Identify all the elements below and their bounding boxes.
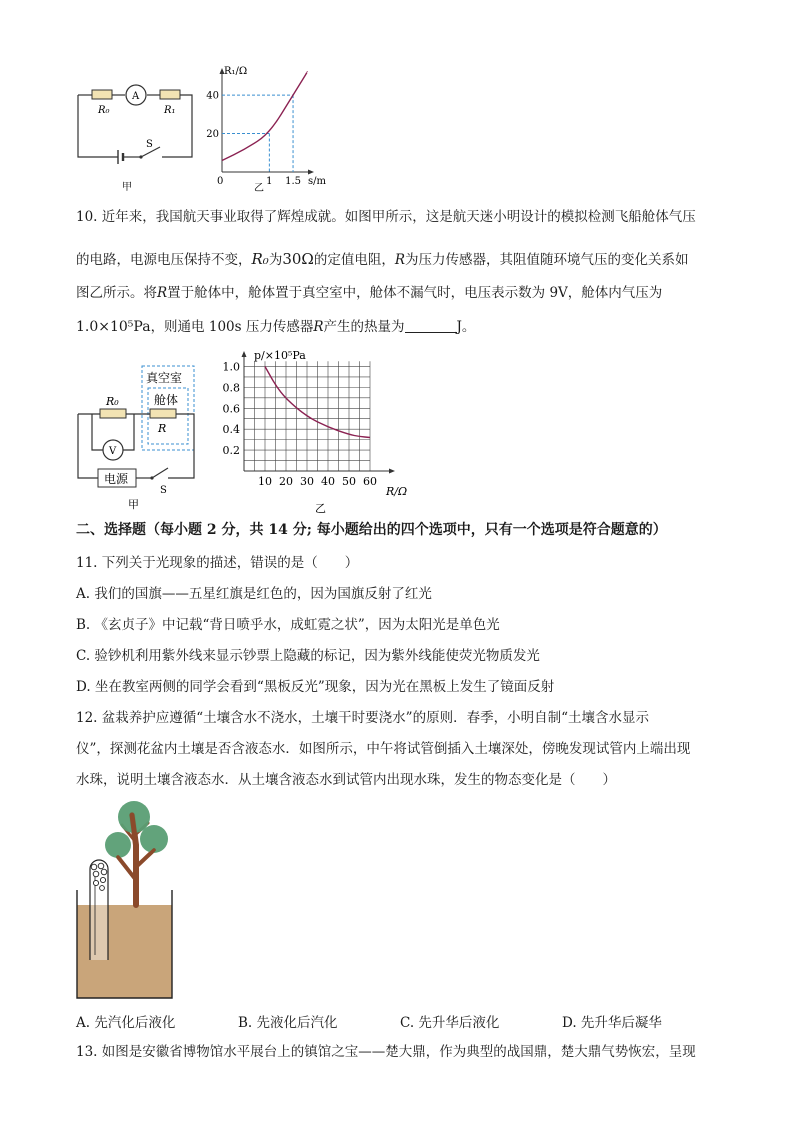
q10-pressure-value: 1.0×10⁵Pa [76,319,151,335]
resistor-r0 [100,409,126,418]
voltmeter-label: V [109,446,117,457]
caption-yi-2: 乙 [315,502,326,515]
graph1-xlabel: s/m [308,176,326,187]
q11-option-c[interactable]: C. 验钞机利用紫外线来显示钞票上隐藏的标记，因为紫外线能使荧光物质发光 [76,648,540,664]
ammeter-label: A [132,91,140,102]
label-power-source: 电源 [104,472,129,486]
figure-1-graph [208,60,338,195]
resistor-r0 [92,90,112,99]
q12-option-a[interactable]: A. 先汽化后液化 [76,1015,176,1031]
q12-line-3: 水珠，说明土壤含液态水．从土壤含液态水到试管内出现水珠，发生的物态变化是（ ） [76,772,616,788]
graph2-ytick: 1.0 [222,360,240,374]
graph1-ylabel: R₁/Ω [224,66,248,77]
graph1-ytick-20: 20 [206,129,219,141]
q10-r: R [157,285,168,301]
q10-text: J。 [456,319,476,335]
plant [105,801,168,905]
q11-option-b[interactable]: B. 《玄贞子》中记载“背日喷乎水，成虹霓之状”，因为太阳光是单色光 [76,617,500,633]
graph2-ytick: 0.8 [222,381,240,395]
figure-1-circuit [70,80,200,195]
caption-jia-2: 甲 [128,498,139,511]
graph2-xtick: 60 [363,475,377,488]
label-cabin: 舱体 [154,393,179,407]
graph2-ytick: 0.2 [222,444,240,458]
resistor-r1 [160,90,180,99]
graph1-curve [222,72,307,161]
label-r: R [158,422,167,435]
label-switch: S [160,485,167,496]
label-vacuum-chamber: 真空室 [146,371,183,385]
graph1-xtick-1-5: 1.5 [285,176,302,187]
graph2-ytick: 0.4 [222,423,240,437]
q10-text: 为压力传感器，其阻值随环境气压的变化关系如 [405,252,689,268]
q10-text: ，则通电 100s 压力传感器 [150,319,314,335]
soil-moisture-figure [74,795,194,1005]
q10-line-1: 10. 近年来，我国航天事业取得了辉煌成就。如图甲所示，这是航天迷小明设计的模拟检测飞船舱体气压 [76,209,696,225]
water-droplet [91,864,97,870]
q10-text: 图乙所示。将 [76,285,157,301]
caption-yi-1: 乙 [254,183,264,194]
q10-text: 为 [268,252,283,268]
label-r1: R₁ [164,105,176,116]
q10-text: 的电路，电源电压保持不变， [76,252,252,268]
q12-option-b[interactable]: B. 先液化后汽化 [238,1015,338,1031]
figure-2-graph [222,346,426,516]
graph2-xtick: 50 [342,475,356,488]
graph2-xlabel: R/Ω [386,485,408,498]
q10-text: 的定值电阻， [313,252,395,268]
label-r0: R₀ [98,105,110,116]
q12-option-c[interactable]: C. 先升华后液化 [400,1015,500,1031]
q10-answer-blank[interactable] [405,318,457,333]
q10-r: R [394,252,406,268]
sensor-r [150,409,176,418]
q10-line-3 [76,283,662,303]
q10-r: R [313,319,324,335]
q10-r0: R₀ [251,250,269,268]
q13-line-1: 13. 如图是安徽省博物馆水平展台上的镇馆之宝——楚大鼎，作为典型的战国鼎，楚大鼎气势恢宏，呈现 [76,1044,696,1060]
q11-option-a[interactable]: A. 我们的国旗——五星红旗是红色的，因为国旗反射了红光 [76,586,432,602]
q10-line-2 [76,249,689,270]
graph1-xtick-1: 1 [266,176,273,187]
q10-text: 产生的热量为 [323,319,405,335]
graph2-xtick: 30 [300,475,314,488]
q11-stem: 11. 下列关于光现象的描述，错误的是（ ） [76,555,359,571]
graph2-ytick: 0.6 [222,402,240,416]
q12-line-1: 12. 盆栽养护应遵循“土壤含水不浇水，土壤干时要浇水”的原则．春季，小明自制“土壤含水显示 [76,710,649,726]
q12-line-2: 仪”，探测花盆内土壤是否含液态水．如图所示，中午将试管倒插入土壤深处，傍晚发现试管内上端出现 [76,741,691,757]
q10-line-4 [76,317,475,337]
section-2-heading: 二、选择题（每小题 2 分，共 14 分; 每小题给出的四个选项中，只有一个选项是符合题意的） [76,522,667,538]
q12-option-d[interactable]: D. 先升华后凝华 [562,1015,662,1031]
graph2-ylabel: p/×10⁵Pa [254,349,306,362]
graph1-origin: 0 [217,176,224,187]
figure-2-circuit [70,362,205,510]
label-r0: R₀ [106,395,119,408]
graph2-xtick: 20 [279,475,293,488]
q11-option-d[interactable]: D. 坐在教室两侧的同学会看到“黑板反光”现象，因为光在黑板上发生了镜面反射 [76,679,555,695]
caption-jia-1: 甲 [122,182,132,193]
graph2-xtick: 40 [321,475,335,488]
q10-r0-value: 30Ω [282,250,314,268]
test-tube [90,860,108,960]
graph2-xtick: 10 [258,475,272,488]
graph1-ytick-40: 40 [206,90,219,102]
q10-text: 置于舱体中，舱体置于真空室中，舱体不漏气时，电压表示数为 9V，舱体内气压为 [167,285,663,301]
switch-s [152,468,168,478]
label-switch: S [146,139,153,150]
